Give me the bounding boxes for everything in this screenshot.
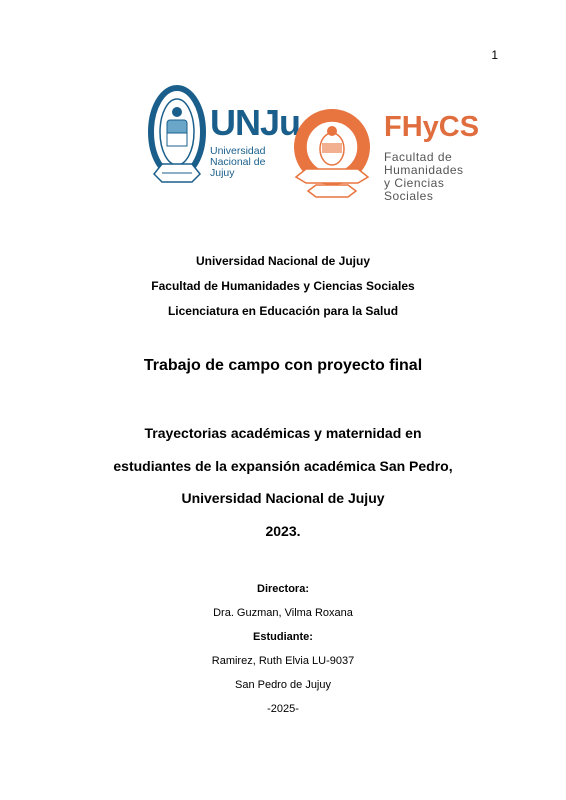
university-name: Universidad Nacional de Jujuy [195,254,371,268]
place: San Pedro de Jujuy [234,679,331,691]
thesis-year: 2023. [265,523,301,539]
director-label: Directora: [257,583,309,595]
thesis-title-line2: estudiantes de la expansión académica San Pedro, [113,458,453,474]
fhycs-logo-title: FHyCS [384,111,480,143]
fhycs-logo-subtitle [384,151,482,203]
work-type: Trabajo de campo con proyecto final [143,357,423,374]
fhycs-logo-subtitle-line3: y Ciencias Sociales [384,176,445,203]
fhycs-logo-subtitle-line1: Facultad de [384,150,453,164]
unju-seal-icon [148,82,206,198]
page-number: 1 [491,48,498,62]
student-name: Ramirez, Ruth Elvia LU-9037 [211,655,355,667]
unju-logo-subtitle-line2: Nacional de Jujuy [210,156,266,179]
fhycs-logo-subtitle-line2: Humanidades [384,163,464,177]
thesis-title-line1: Trayectorias académicas y maternidad en [144,425,422,441]
unju-logo [148,82,301,198]
fhycs-logo [292,103,482,203]
faculty-name: Facultad de Humanidades y Ciencias Sociales [151,279,415,293]
degree-name: Licenciatura en Educación para la Salud [167,304,399,318]
unju-logo-title: UNJu [210,102,301,143]
director-name: Dra. Guzman, Vilma Roxana [213,607,353,619]
year: -2025- [267,703,299,715]
unju-logo-subtitle [210,146,278,179]
fhycs-seal-icon [292,103,376,201]
unju-logo-subtitle-line1: Universidad [210,145,266,157]
thesis-title-line3: Universidad Nacional de Jujuy [181,490,385,506]
student-label: Estudiante: [253,631,313,643]
